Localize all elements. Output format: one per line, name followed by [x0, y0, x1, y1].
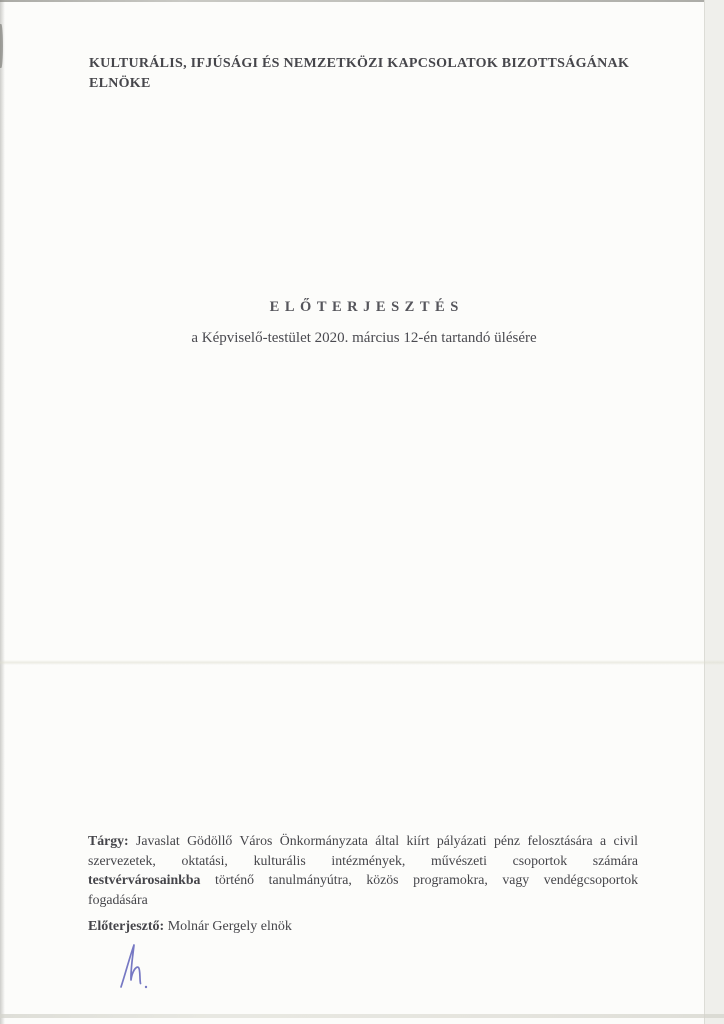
paper-fold-crease	[0, 660, 724, 665]
scan-right-edge	[704, 0, 724, 1024]
document-subtitle: a Képviselő-testület 2020. március 12-én tartandó ülésére	[191, 330, 537, 346]
letterhead	[89, 54, 651, 94]
subject-text: fogadására	[88, 891, 148, 907]
letterhead-line1: KULTURÁLIS, IFJÚSÁGI ÉS NEMZETKÖZI KAPCSOLATOK BIZOTTSÁGÁNAK	[89, 56, 630, 71]
subject-line	[88, 831, 638, 851]
scan-top-edge	[0, 0, 724, 2]
subject-bold-text: Tárgy:	[88, 833, 129, 848]
presenter-line	[88, 919, 638, 935]
signature-initial	[116, 941, 162, 993]
subject-paragraph	[88, 831, 638, 909]
presenter-label: Előterjesztő:	[88, 919, 165, 934]
subject-text: történő tanulmányútra, közös programokra, vagy vendégcsoportok	[200, 872, 638, 887]
subject-bold-text: testvérvárosainkba	[88, 872, 201, 887]
scan-left-edge	[0, 0, 5, 1024]
subject-line	[88, 890, 638, 910]
document-title: ELŐTERJESZTÉS	[269, 299, 464, 315]
subject-line	[88, 870, 638, 890]
signature-stroke	[121, 945, 141, 987]
subject-text: Javaslat Gödöllő Város Önkormányzata által kiírt pályázati pénz felosztására a civil	[128, 833, 638, 848]
subject-text: szervezetek, oktatási, kulturális intézmények, művészeti csoportok számára	[88, 852, 638, 868]
signature-dot	[145, 986, 147, 988]
letterhead-line2: ELNÖKE	[89, 76, 151, 91]
subject-line	[88, 851, 638, 871]
title-block	[89, 298, 639, 316]
presenter-name: Molnár Gergely elnök	[164, 919, 292, 934]
scan-bottom-edge	[0, 1014, 724, 1018]
